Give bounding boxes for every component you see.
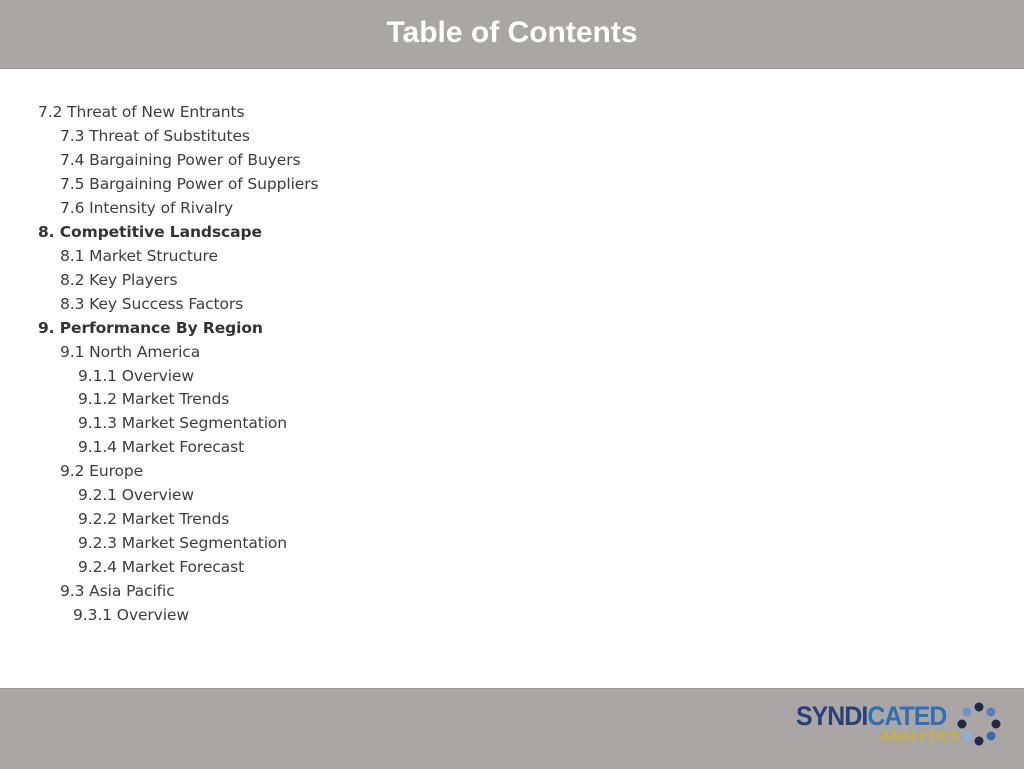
toc-entry-9-2-3: 9.2.3 Market Segmentation: [78, 534, 288, 552]
toc-entry-8-2: 8.2 Key Players: [60, 271, 178, 289]
toc-entry-8-3: 8.3 Key Success Factors: [60, 295, 244, 313]
toc-entry-8-1: 8.1 Market Structure: [60, 247, 218, 265]
toc-entry-7-4: 7.4 Bargaining Power of Buyers: [60, 151, 301, 169]
toc-entry-9-1-2: 9.1.2 Market Trends: [78, 390, 230, 408]
toc-section-9: 9. Performance By Region: [38, 319, 263, 337]
circle-of-dots-icon: [956, 701, 1002, 747]
logo-wordmark-part-a: SYNDI: [796, 701, 868, 731]
toc-entry-9-2: 9.2 Europe: [60, 462, 144, 480]
logo-wordmark: [796, 701, 946, 731]
toc-entry-9-2-4: 9.2.4 Market Forecast: [78, 558, 245, 576]
toc-entry-7-3: 7.3 Threat of Substitutes: [60, 127, 250, 145]
toc-entry-9-1-4: 9.1.4 Market Forecast: [78, 438, 245, 456]
toc-entry-9-1-1: 9.1.1 Overview: [78, 367, 194, 385]
toc-entry-9-3: 9.3 Asia Pacific: [60, 582, 175, 600]
toc-section-8: 8. Competitive Landscape: [38, 223, 262, 241]
toc-entry-9-2-1: 9.2.1 Overview: [78, 486, 194, 504]
toc-entry-9-1: 9.1 North America: [60, 343, 201, 361]
toc-entry-9-3-1: 9.3.1 Overview: [73, 606, 189, 624]
toc-entry-7-5: 7.5 Bargaining Power of Suppliers: [60, 175, 319, 193]
page-title: Table of Contents: [386, 16, 638, 49]
toc-entry-9-2-2: 9.2.2 Market Trends: [78, 510, 230, 528]
toc-entry-9-1-3: 9.1.3 Market Segmentation: [78, 414, 288, 432]
title-bar: [0, 0, 1024, 69]
toc-entry-7-6: 7.6 Intensity of Rivalry: [60, 199, 234, 217]
syndicated-analytics-logo: [796, 701, 1006, 751]
logo-subtitle: ANALYTICS: [880, 728, 960, 744]
logo-wordmark-part-b: CATED: [867, 701, 947, 731]
toc-entry-7-2: 7.2 Threat of New Entrants: [38, 103, 245, 121]
